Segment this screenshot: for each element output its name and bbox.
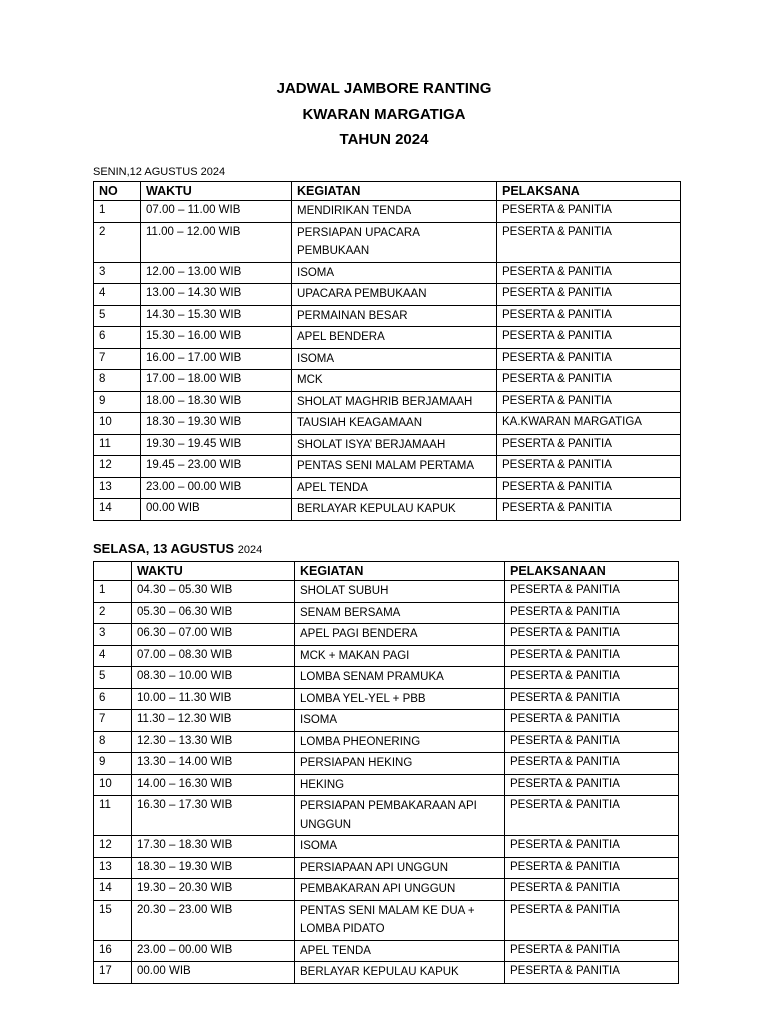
cell-pelaksana: PESERTA & PANITIA: [505, 688, 679, 710]
table-row: [94, 645, 679, 667]
cell-waktu: 23.00 – 00.00 WIB: [141, 477, 292, 499]
cell-pelaksana: PESERTA & PANITIA: [505, 624, 679, 646]
table-row: [94, 370, 681, 392]
cell-kegiatan: SHOLAT ISYA’ BERJAMAAH: [292, 434, 497, 456]
table-row: [94, 624, 679, 646]
table-row: [94, 581, 679, 603]
cell-no: 5: [94, 667, 132, 689]
cell-no: 9: [94, 391, 141, 413]
cell-kegiatan: SENAM BERSAMA: [295, 602, 505, 624]
header-no: NO: [94, 182, 141, 201]
header-pelaksana: PELAKSANA: [497, 182, 681, 201]
cell-no: 11: [94, 434, 141, 456]
table-row: [94, 710, 679, 732]
cell-waktu: 18.30 – 19.30 WIB: [141, 413, 292, 435]
cell-no: 4: [94, 284, 141, 306]
cell-no: 12: [94, 836, 132, 858]
cell-no: 7: [94, 348, 141, 370]
table-row: [94, 348, 681, 370]
table-row: [94, 940, 679, 962]
cell-pelaksana: PESERTA & PANITIA: [505, 753, 679, 775]
cell-waktu: 17.30 – 18.30 WIB: [132, 836, 295, 858]
doc-title-line-2: KWARAN MARGATIGA: [302, 106, 466, 123]
cell-kegiatan: ISOMA: [292, 348, 497, 370]
cell-no: 3: [94, 624, 132, 646]
cell-waktu: 14.30 – 15.30 WIB: [141, 305, 292, 327]
cell-kegiatan: PERSIAPAN HEKING: [295, 753, 505, 775]
table-row: [94, 774, 679, 796]
cell-waktu: 12.00 – 13.00 WIB: [141, 262, 292, 284]
table-row: [94, 456, 681, 478]
cell-pelaksana: PESERTA & PANITIA: [505, 857, 679, 879]
table-row: [94, 602, 679, 624]
cell-kegiatan: PEMBAKARAN API UNGGUN: [295, 879, 505, 901]
cell-waktu: 23.00 – 00.00 WIB: [132, 940, 295, 962]
table-row: [94, 477, 681, 499]
cell-no: 12: [94, 456, 141, 478]
cell-waktu: 07.00 – 08.30 WIB: [132, 645, 295, 667]
table-row: [94, 391, 681, 413]
table-row: [94, 667, 679, 689]
table-row: [94, 305, 681, 327]
table-row: [94, 900, 679, 940]
table-row: [94, 434, 681, 456]
table-row: [94, 879, 679, 901]
cell-kegiatan: MCK + MAKAN PAGI: [295, 645, 505, 667]
cell-kegiatan: PENTAS SENI MALAM PERTAMA: [292, 456, 497, 478]
cell-kegiatan: ISOMA: [295, 710, 505, 732]
header-kegiatan: KEGIATAN: [295, 562, 505, 581]
cell-pelaksana: PESERTA & PANITIA: [497, 370, 681, 392]
day1-caption: SENIN,12 AGUSTUS 2024: [93, 166, 226, 178]
cell-pelaksana: PESERTA & PANITIA: [505, 962, 679, 984]
cell-kegiatan: PENTAS SENI MALAM KE DUA + LOMBA PIDATO: [295, 900, 505, 940]
table-row: [94, 262, 681, 284]
cell-waktu: 16.00 – 17.00 WIB: [141, 348, 292, 370]
cell-pelaksana: PESERTA & PANITIA: [505, 940, 679, 962]
cell-waktu: 16.30 – 17.30 WIB: [132, 796, 295, 836]
cell-waktu: 00.00 WIB: [141, 499, 292, 521]
cell-pelaksana: PESERTA & PANITIA: [505, 796, 679, 836]
cell-pelaksana: PESERTA & PANITIA: [497, 201, 681, 223]
cell-kegiatan: MENDIRIKAN TENDA: [292, 201, 497, 223]
cell-waktu: 13.00 – 14.30 WIB: [141, 284, 292, 306]
cell-pelaksana: PESERTA & PANITIA: [497, 327, 681, 349]
header-pelaksanaan: PELAKSANAAN: [505, 562, 679, 581]
cell-no: 15: [94, 900, 132, 940]
cell-kegiatan: BERLAYAR KEPULAU KAPUK: [292, 499, 497, 521]
cell-kegiatan: MCK: [292, 370, 497, 392]
cell-no: 7: [94, 710, 132, 732]
doc-title-line-1: JADWAL JAMBORE RANTING: [276, 80, 492, 97]
cell-pelaksana: PESERTA & PANITIA: [505, 731, 679, 753]
cell-no: 13: [94, 857, 132, 879]
cell-no: 9: [94, 753, 132, 775]
table-row: [94, 836, 679, 858]
cell-kegiatan: ISOMA: [295, 836, 505, 858]
cell-pelaksana: PESERTA & PANITIA: [505, 774, 679, 796]
table-row: [94, 731, 679, 753]
header-kegiatan: KEGIATAN: [292, 182, 497, 201]
cell-no: 10: [94, 413, 141, 435]
cell-pelaksana: PESERTA & PANITIA: [497, 391, 681, 413]
cell-kegiatan: APEL TENDA: [292, 477, 497, 499]
day2-caption-year: 2024: [237, 544, 263, 556]
cell-waktu: 15.30 – 16.00 WIB: [141, 327, 292, 349]
cell-no: 10: [94, 774, 132, 796]
cell-waktu: 19.30 – 20.30 WIB: [132, 879, 295, 901]
cell-pelaksana: PESERTA & PANITIA: [505, 710, 679, 732]
cell-no: 14: [94, 879, 132, 901]
cell-pelaksana: PESERTA & PANITIA: [497, 284, 681, 306]
cell-pelaksana: PESERTA & PANITIA: [505, 581, 679, 603]
cell-pelaksana: PESERTA & PANITIA: [505, 667, 679, 689]
table-row: [94, 796, 679, 836]
table-row: [94, 499, 681, 521]
cell-kegiatan: UPACARA PEMBUKAAN: [292, 284, 497, 306]
cell-pelaksana: PESERTA & PANITIA: [497, 305, 681, 327]
cell-no: 6: [94, 327, 141, 349]
cell-kegiatan: PERMAINAN BESAR: [292, 305, 497, 327]
cell-pelaksana: PESERTA & PANITIA: [497, 348, 681, 370]
cell-waktu: 14.00 – 16.30 WIB: [132, 774, 295, 796]
cell-no: 3: [94, 262, 141, 284]
cell-no: 1: [94, 201, 141, 223]
cell-kegiatan: LOMBA SENAM PRAMUKA: [295, 667, 505, 689]
day2-schedule-table: [93, 561, 679, 984]
cell-waktu: 10.00 – 11.30 WIB: [132, 688, 295, 710]
cell-waktu: 17.00 – 18.00 WIB: [141, 370, 292, 392]
cell-waktu: 04.30 – 05.30 WIB: [132, 581, 295, 603]
cell-kegiatan: PERSIAPAN PEMBAKARAAN API UNGGUN: [295, 796, 505, 836]
cell-pelaksana: PESERTA & PANITIA: [497, 499, 681, 521]
cell-waktu: 18.30 – 19.30 WIB: [132, 857, 295, 879]
cell-waktu: 05.30 – 06.30 WIB: [132, 602, 295, 624]
cell-kegiatan: APEL BENDERA: [292, 327, 497, 349]
day2-caption-main: SELASA, 13 AGUSTUS: [93, 541, 235, 556]
day1-header-row: [94, 182, 681, 201]
cell-waktu: 11.30 – 12.30 WIB: [132, 710, 295, 732]
table-row: [94, 688, 679, 710]
cell-no: 8: [94, 731, 132, 753]
cell-kegiatan: HEKING: [295, 774, 505, 796]
cell-no: 2: [94, 222, 141, 262]
cell-kegiatan: TAUSIAH KEAGAMAAN: [292, 413, 497, 435]
cell-waktu: 13.30 – 14.00 WIB: [132, 753, 295, 775]
cell-waktu: 20.30 – 23.00 WIB: [132, 900, 295, 940]
table-row: [94, 962, 679, 984]
cell-kegiatan: PERSIAPAAN API UNGGUN: [295, 857, 505, 879]
cell-pelaksana: PESERTA & PANITIA: [505, 602, 679, 624]
table-row: [94, 857, 679, 879]
cell-kegiatan: APEL PAGI BENDERA: [295, 624, 505, 646]
cell-pelaksana: PESERTA & PANITIA: [497, 222, 681, 262]
cell-waktu: 18.00 – 18.30 WIB: [141, 391, 292, 413]
cell-no: 17: [94, 962, 132, 984]
cell-no: 14: [94, 499, 141, 521]
doc-title-line-3: TAHUN 2024: [339, 131, 429, 148]
cell-kegiatan: SHOLAT MAGHRIB BERJAMAAH: [292, 391, 497, 413]
cell-kegiatan: PERSIAPAN UPACARA PEMBUKAAN: [292, 222, 497, 262]
cell-pelaksana: PESERTA & PANITIA: [505, 645, 679, 667]
cell-waktu: 19.45 – 23.00 WIB: [141, 456, 292, 478]
table-row: [94, 222, 681, 262]
header-no: [94, 562, 132, 581]
header-waktu: WAKTU: [141, 182, 292, 201]
cell-kegiatan: APEL TENDA: [295, 940, 505, 962]
table-row: [94, 201, 681, 223]
cell-no: 2: [94, 602, 132, 624]
cell-pelaksana: PESERTA & PANITIA: [505, 836, 679, 858]
cell-pelaksana: PESERTA & PANITIA: [497, 477, 681, 499]
cell-waktu: 19.30 – 19.45 WIB: [141, 434, 292, 456]
cell-no: 6: [94, 688, 132, 710]
cell-pelaksana: KA.KWARAN MARGATIGA: [497, 413, 681, 435]
cell-pelaksana: PESERTA & PANITIA: [505, 900, 679, 940]
cell-kegiatan: BERLAYAR KEPULAU KAPUK: [295, 962, 505, 984]
table-row: [94, 327, 681, 349]
cell-waktu: 00.00 WIB: [132, 962, 295, 984]
cell-waktu: 11.00 – 12.00 WIB: [141, 222, 292, 262]
cell-pelaksana: PESERTA & PANITIA: [497, 262, 681, 284]
day2-header-row: [94, 562, 679, 581]
table-row: [94, 413, 681, 435]
table-row: [94, 753, 679, 775]
cell-kegiatan: LOMBA YEL-YEL + PBB: [295, 688, 505, 710]
table-row: [94, 284, 681, 306]
cell-pelaksana: PESERTA & PANITIA: [505, 879, 679, 901]
cell-no: 8: [94, 370, 141, 392]
cell-kegiatan: LOMBA PHEONERING: [295, 731, 505, 753]
cell-kegiatan: ISOMA: [292, 262, 497, 284]
cell-no: 13: [94, 477, 141, 499]
cell-no: 4: [94, 645, 132, 667]
day1-schedule-table: [93, 181, 681, 521]
cell-waktu: 07.00 – 11.00 WIB: [141, 201, 292, 223]
cell-waktu: 12.30 – 13.30 WIB: [132, 731, 295, 753]
cell-waktu: 08.30 – 10.00 WIB: [132, 667, 295, 689]
cell-no: 11: [94, 796, 132, 836]
cell-kegiatan: SHOLAT SUBUH: [295, 581, 505, 603]
cell-no: 1: [94, 581, 132, 603]
header-waktu: WAKTU: [132, 562, 295, 581]
cell-pelaksana: PESERTA & PANITIA: [497, 434, 681, 456]
cell-no: 5: [94, 305, 141, 327]
day2-caption: [93, 541, 262, 556]
cell-waktu: 06.30 – 07.00 WIB: [132, 624, 295, 646]
cell-no: 16: [94, 940, 132, 962]
cell-pelaksana: PESERTA & PANITIA: [497, 456, 681, 478]
